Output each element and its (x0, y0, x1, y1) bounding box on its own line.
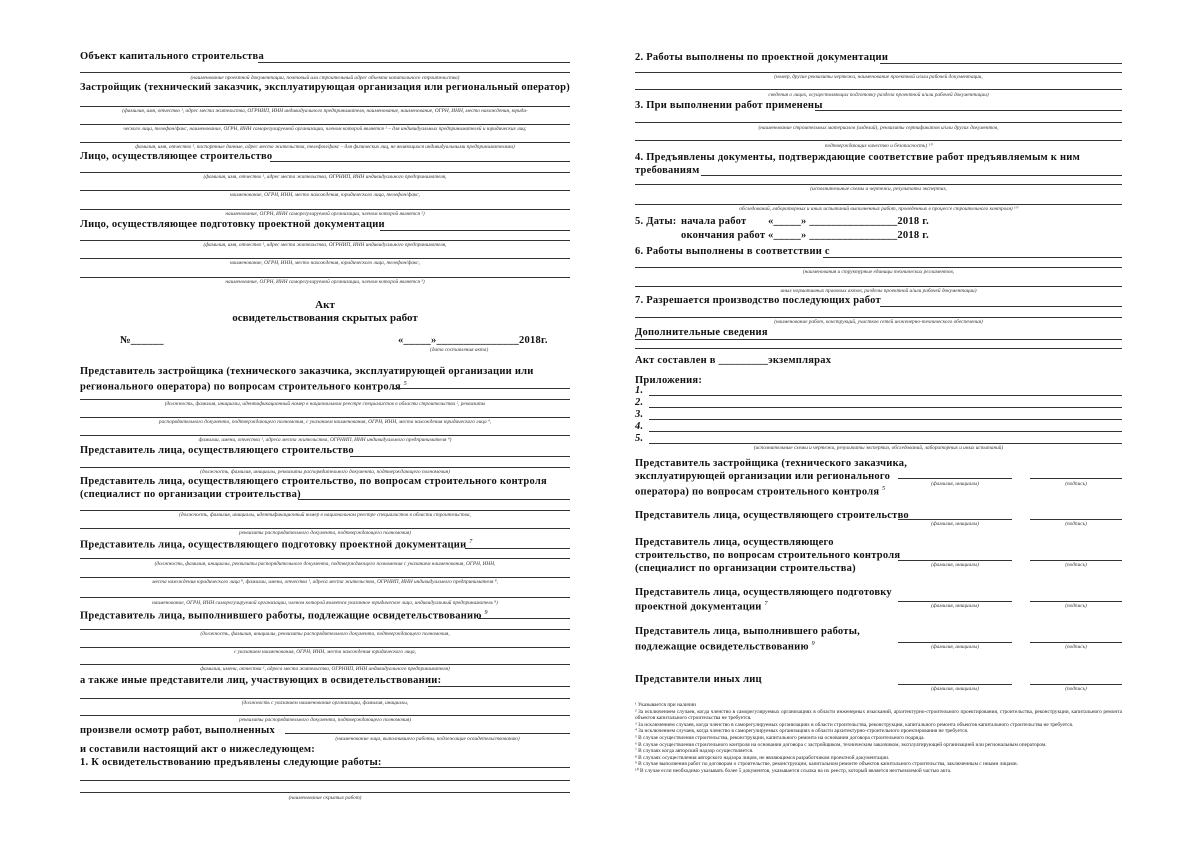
name-line (898, 601, 1012, 602)
start-label: начала работ (681, 216, 747, 227)
sig-performer-label (635, 638, 815, 654)
rep-performer-text: Представитель лица, выполнившего работы, подлежащие освидетельствованию (80, 610, 482, 622)
rep-control-label: Представитель лица, осуществляющего строительство, по вопросам строительного контроля (80, 476, 547, 487)
rep-developer-caption: фамилии, имени, отчества ¹, адреса места жительства, ОГРНИП, ИНН индивидуального предпринимателя ⁴) (198, 437, 452, 443)
item3-label: 3. При выполнении работ применены (635, 100, 823, 111)
end-label: окончания работ (681, 230, 766, 241)
blank-line (478, 618, 570, 619)
sig-designer-text: проектной документации (635, 601, 762, 613)
blank-line (298, 499, 570, 500)
footnote-ref: 9 (484, 610, 488, 616)
name-line (898, 684, 1012, 685)
act-title: Акт (315, 299, 335, 311)
date-caption: (дата составления акта) (430, 347, 489, 353)
blank-line (380, 230, 570, 231)
sig-developer-label (635, 483, 885, 499)
left-page (80, 0, 570, 849)
item3-caption: (наименование строительных материалов (изделий), реквизиты сертификатов и/или других документов, (758, 125, 999, 131)
copies-label: Акт составлен в _________экземплярах (635, 355, 832, 366)
blank-line (80, 240, 570, 241)
signature-caption: (подпись) (1065, 686, 1087, 692)
blank-line (635, 140, 1122, 141)
blank-line (649, 419, 1122, 420)
item4-caption: обследований, лабораторных и иных испытаний выполненных работ, проведенных в процессе строительного контроля) ¹⁰ (739, 206, 1018, 212)
name-caption: (фамилия, инициалы) (931, 686, 979, 692)
blank-line (80, 142, 570, 143)
attachment-4: 4. (635, 421, 644, 432)
rep-control-caption: (должность, фамилия, инициалы, идентификационный номер в национальном реестре специалистов в области строительства, (179, 512, 471, 518)
blank-line (701, 175, 1122, 176)
signature-caption: (подпись) (1065, 603, 1087, 609)
developer-caption: (фамилия, имя, отчество ¹, адрес места жительства, ОГРНИП, ИНН индивидуального предпринимателя, наименование, наименование, ОГРН, ИНН, место нахождения, юриди- (122, 108, 528, 114)
name-line (898, 560, 1012, 561)
blank-line (80, 467, 570, 468)
footnote: ⁴ За исключением случаев, когда членство в саморегулируемых организациях в области архитектурно-строительного проектирования не требуется. (635, 728, 969, 735)
footnote: ² За исключением случаев, когда членство в саморегулируемых организациях в области инженерных изысканий, архитектурно-строительного проектирования, строительства, реконструкции, капитального ремонта объектов капитального строительства не требуется. (635, 708, 1122, 722)
blank-line (80, 258, 570, 259)
footnote: ⁵ В случае осуществления строительства, реконструкции, капитального ремонта на основании договора строительного подряда. (635, 734, 925, 741)
rep-builder-caption: (должность, фамилия, инициалы, реквизиты распорядительного документа, подтверждающего полномочия) (200, 469, 450, 475)
blank-line (285, 733, 570, 734)
object-caption: (наименование проектной документации, почтовый или строительный адрес объекта капитального строительства) (190, 75, 460, 81)
blank-line (649, 443, 1122, 444)
name-caption: (фамилия, инициалы) (931, 603, 979, 609)
inspected-label: произвели осмотр работ, выполненных (80, 725, 275, 736)
name-caption: (фамилия, инициалы) (931, 644, 979, 650)
blank-line (270, 161, 570, 162)
item7-label: 7. Разрешается производство последующих работ (635, 295, 881, 306)
item6-caption: иных нормативных правовых актов, разделы проектной и/или рабочей документации) (780, 288, 977, 294)
others-caption: (должность с указанием наименования организации, фамилия, инициалы, (241, 700, 409, 706)
name-line (898, 519, 1012, 520)
attachment-1: 1. (635, 385, 644, 396)
footnote: ⁶ В случае осуществления строительного контроля на основании договора с застройщиком, техническим заказчиком, эксплуатирующей организацией или региональным оператором. (635, 741, 1047, 748)
item2-caption: сведения о лицах, осуществляющих подготовку раздела проектной и/или рабочей документации) (768, 92, 989, 98)
blank-line (80, 124, 570, 125)
blank-line (80, 597, 570, 598)
footnote: ⁷ В случаях когда авторский надзор осуществляется. (635, 748, 754, 755)
rep-performer-caption: с указанием наименования, ОГРН, ИНН, места нахождения юридического лица, (234, 649, 416, 655)
rep-performer-caption: (должность, фамилия, инициалы, реквизиты распорядительного документа, подтверждающего полномочия, (200, 631, 450, 637)
item4-label-2: требованиям (635, 165, 700, 176)
blank-line (80, 629, 570, 630)
sig-performer-text: подлежащие освидетельствованию (635, 641, 809, 653)
blank-line (80, 209, 570, 210)
rep-designer-caption: места нахождения юридического лица ⁸, фамилии, имени, отчества ¹, адреса места жительства, ОГРНИП, ИНН индивидуального предпринимателя ⁸, (152, 579, 498, 585)
sig-control-label: строительство, по вопросам строительного контроля (635, 550, 901, 561)
blank-line (80, 780, 570, 781)
footnote-ref: 7 (469, 539, 473, 545)
rep-designer-caption: (должность, фамилия, инициалы, реквизиты распорядительного документа, подтверждающего полномочия с указанием наименования, ОГРН, ИНН, (154, 561, 496, 567)
blank-line (635, 89, 1122, 90)
item4-caption: (исполнительные схемы и чертежи, результаты экспертиз, (810, 186, 947, 192)
item6-label: 6. Работы выполнены в соответствии с (635, 246, 830, 257)
compiled-label: и составили настоящий акт о нижеследующем: (80, 744, 316, 755)
blank-line (80, 190, 570, 191)
blank-line (635, 348, 1122, 349)
item3-caption: подтверждающих качество и безопасность) ¹⁰ (824, 143, 933, 149)
footnote: ¹⁰ В случае если необходимо указывать более 5 документов, указывается ссылка на их реестр, который является неотъемлемой частью акта. (635, 767, 952, 774)
name-caption: (фамилия, инициалы) (931, 521, 979, 527)
rep-designer-label (80, 536, 473, 552)
item1-label: 1. К освидетельствованию предъявлены следующие работы: (80, 757, 382, 768)
act-subtitle: освидетельствования скрытых работ (232, 312, 418, 324)
signature-caption: (подпись) (1065, 481, 1087, 487)
blank-line (635, 122, 1122, 123)
signature-caption: (подпись) (1065, 644, 1087, 650)
sig-designer-label (635, 598, 768, 614)
signature-line (1030, 601, 1122, 602)
blank-line (80, 558, 570, 559)
act-date: «_____»_______________2018г. (398, 335, 548, 346)
blank-line (80, 664, 570, 665)
footnote: ¹ Указывается при наличии (635, 702, 697, 708)
footnote: ⁹ В случае выполнения работ по договорам о строительстве, реконструкции, капитальном ремонте объектов капитального строительства, заключенным с иными лицами. (635, 761, 1018, 768)
blank-line (80, 715, 570, 716)
signature-line (1030, 560, 1122, 561)
rep-control-caption: реквизиты распорядительного документа, подтверждающего полномочия) (238, 530, 412, 536)
sig-control-label: (специалист по организации строительства) (635, 563, 856, 574)
blank-line (635, 72, 1122, 73)
rep-builder-label: Представитель лица, осуществляющего строительство (80, 445, 354, 456)
developer-caption: ческого лица, телефон/факс, наименование, ОГРН, ИНН саморегулируемой организации, членом которой является ² – для индивидуальных предпринимателей и юридических лиц; (123, 126, 527, 132)
footnote: ³ За исключением случаев, когда членство в саморегулируемых организациях в области строительства, реконструкции, капитального ремонта объектов капитального строительства не требуется. (635, 721, 1074, 728)
item7-caption: (наименование работ, конструкций, участков сетей инженерно-технического обеспечения) (774, 319, 983, 325)
builder-caption: (фамилия, имя, отчество ¹, адрес места жительства, ОГРНИП, ИНН индивидуального предпринимателя, (203, 174, 447, 180)
developer-caption: фамилия, имя, отчество ¹, паспортные данные, адрес места жительства, телефон/факс – для физических лиц, не являющихся индивидуальными предпринимателями) (135, 144, 515, 150)
others-label: а также иные представители лиц, участвующих в освидетельствовании: (80, 675, 442, 686)
sig-developer-text: оператора) по вопросам строительного контроля (635, 486, 880, 498)
blank-line (80, 72, 570, 73)
attachment-3: 3. (635, 409, 644, 420)
blank-line (649, 431, 1122, 432)
builder-caption: наименование, ОГРН, ИНН, место нахождения, юридического лица, телефон/факс, (230, 192, 420, 198)
sig-performer-label: Представитель лица, выполнившего работы, (635, 626, 861, 637)
blank-line (370, 767, 570, 768)
blank-line (80, 435, 570, 436)
object-label: Объект капитального строительства (80, 51, 264, 62)
blank-line (635, 267, 1122, 268)
blank-line (823, 257, 1122, 258)
footnotes (635, 702, 1122, 775)
blank-line (649, 395, 1122, 396)
item6-caption: (наименования и структурные единицы технических регламентов, (802, 269, 955, 275)
footnote: ⁸ В случаях осуществления авторского надзора лицом, не являющимся разработчиком проектной документации. (635, 754, 890, 761)
sig-developer-label: эксплуатирующей организации или регионального (635, 471, 891, 482)
blank-line (80, 792, 570, 793)
rep-designer-text: Представитель лица, осуществляющего подготовку проектной документации (80, 539, 467, 551)
act-number: №______ (120, 335, 164, 346)
blank-line (80, 510, 570, 511)
footnote-ref: 9 (811, 641, 815, 647)
blank-line (880, 306, 1122, 307)
blank-line (80, 647, 570, 648)
end-date: «_____» ________________2018 г. (768, 230, 929, 241)
blank-line (649, 407, 1122, 408)
blank-line (635, 184, 1122, 185)
item2-label: 2. Работы выполнены по проектной документации (635, 52, 889, 63)
designer-caption: (фамилия, имя, отчество ¹, адрес места жительства, ОГРНИП, ИНН индивидуального предпринимателя, (203, 242, 447, 248)
blank-line (80, 106, 570, 107)
designer-caption: наименование, ОГРН, ИНН саморегулируемой организации, членом которой является ³) (225, 279, 425, 285)
blank-line (465, 548, 570, 549)
item4-label: 4. Предъявлены документы, подтверждающие соответствие работ предъявляемым к ним (635, 152, 1080, 163)
rep-control-label-2: (специалист по организации строительства) (80, 489, 301, 500)
signature-line (1030, 642, 1122, 643)
blank-line (80, 277, 570, 278)
sig-control-label: Представитель лица, осуществляющего (635, 537, 834, 548)
designer-caption: наименование, ОГРН, ИНН, место нахождения, юридического лица, телефон/факс, (230, 260, 420, 266)
blank-line (80, 698, 570, 699)
rep-performer-label (80, 607, 488, 623)
dates-label: 5. Даты: (635, 216, 677, 227)
rep-developer-text: регионального оператора) по вопросам строительного контроля (80, 381, 401, 393)
builder-label: Лицо, осуществляющее строительство (80, 151, 273, 162)
attachment-5: 5. (635, 433, 644, 444)
signature-line (1030, 684, 1122, 685)
attachments-label: Приложения: (635, 375, 703, 386)
blank-line (428, 686, 570, 687)
developer-label: Застройщик (технический заказчик, эксплуатирующая организация или региональный оператор) (80, 82, 570, 93)
blank-line (258, 62, 570, 63)
blank-line (635, 317, 1122, 318)
rep-developer-caption: распорядительного документа, подтверждающего полномочия, с указанием наименования, ОГРН, ИНН, места нахождения юридического лица ⁴, (158, 419, 492, 425)
blank-line (80, 577, 570, 578)
inspected-caption: (наименование лица, выполнившего работы, подлежащие освидетельствованию) (335, 736, 520, 742)
item1-caption: (наименование скрытых работ) (288, 795, 362, 801)
sig-builder-label: Представитель лица, осуществляющего строительство (635, 510, 909, 521)
rep-performer-caption: фамилии, имени, отчества ¹, адреса места жительства, ОГРНИП, ИНН индивидуального предпринимателя) (200, 666, 450, 672)
blank-line (80, 528, 570, 529)
sig-developer-label: Представитель застройщика (технического заказчика, (635, 458, 908, 469)
rep-designer-caption: наименование, ОГРН, ИНН саморегулируемой организации, членом которой является указанное юридическое лицо, индивидуальный предприниматель ⁸) (152, 600, 498, 606)
right-page (635, 0, 1122, 849)
sig-others-label: Представители иных лиц (635, 674, 762, 685)
name-line (898, 642, 1012, 643)
signature-caption: (подпись) (1065, 562, 1087, 568)
builder-caption: наименование, ОГРН, ИНН саморегулируемой организации, членом которой является ²) (225, 211, 425, 217)
item2-caption: (номер, другие реквизиты чертежа, наименование проектной и/или рабочей документации, (774, 74, 983, 80)
signature-line (1030, 478, 1122, 479)
rep-developer-caption: (должность, фамилия, инициалы, идентификационный номер в национальном реестре специалистов в области строительства ², реквизиты (164, 401, 486, 407)
blank-line (392, 388, 570, 389)
footnote-ref: 7 (764, 601, 768, 607)
signature-line (1030, 519, 1122, 520)
name-caption: (фамилия, инициалы) (931, 481, 979, 487)
blank-line (635, 339, 1122, 340)
footnote-ref: 5 (403, 381, 407, 387)
start-date: «_____» ________________2018 г. (768, 216, 929, 227)
name-caption: (фамилия, инициалы) (931, 562, 979, 568)
blank-line (635, 204, 1122, 205)
extra-label: Дополнительные сведения (635, 327, 768, 338)
blank-line (815, 110, 1122, 111)
blank-line (880, 63, 1122, 64)
sig-designer-label: Представитель лица, осуществляющего подготовку (635, 587, 892, 598)
blank-line (350, 456, 570, 457)
blank-line (80, 399, 570, 400)
blank-line (80, 172, 570, 173)
rep-developer-label: Представитель застройщика (технического заказчика, эксплуатирующей организации или (80, 366, 534, 377)
designer-label: Лицо, осуществляющее подготовку проектной документации (80, 219, 385, 230)
name-line (898, 478, 1012, 479)
blank-line (80, 417, 570, 418)
signature-caption: (подпись) (1065, 521, 1087, 527)
rep-developer-label-2 (80, 378, 407, 394)
blank-line (635, 286, 1122, 287)
attachments-caption: (исполнительные схемы и чертежи, результаты экспертиз, обследований, лабораторных и иных испытаний) (753, 445, 1004, 451)
others-caption: реквизиты распорядительного документа, подтверждающего полномочия) (238, 717, 412, 723)
attachment-2: 2. (635, 397, 644, 408)
footnote-ref: 5 (882, 486, 886, 492)
